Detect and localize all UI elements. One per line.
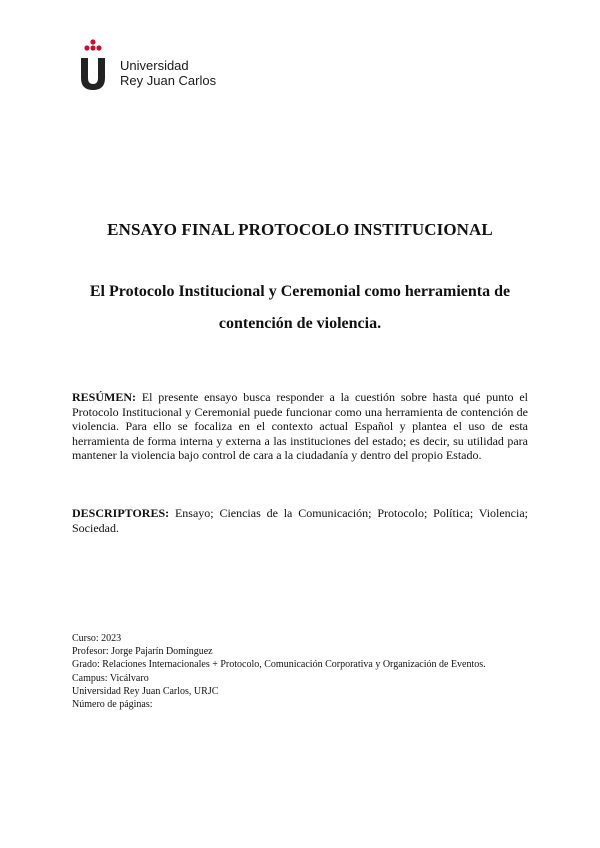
course-line: Curso: 2023 <box>72 633 122 644</box>
university-logo <box>78 38 278 94</box>
university-name-line-1: Universidad <box>120 58 189 73</box>
abstract-label: RESÚMEN: <box>72 390 137 404</box>
university-emblem-icon <box>78 38 108 94</box>
page-title: ENSAYO FINAL PROTOCOLO INSTITUCIONAL <box>107 220 493 239</box>
page-count-line: Número de páginas: <box>72 699 153 711</box>
essay-subtitle: El Protocolo Institucional y Ceremonial como herramienta de contención de violencia. <box>89 283 511 332</box>
descriptors-label: DESCRIPTORES: <box>72 506 170 520</box>
abstract-paragraph <box>72 390 528 463</box>
professor-line: Profesor: Jorge Pajarín Domínguez <box>72 646 213 658</box>
campus-line: Campus: Vicálvaro <box>72 672 149 684</box>
abstract-text: El presente ensayo busca responder a la cuestión sobre hasta qué punto el Protocolo Institucional y Ceremonial puede funcionar como una herramienta de contención de violencia. Para ello se focaliza en el contexto actual Español y plantea el uso de esta herramienta de forma interna y externa a las instituciones del estado; es decir, su utilidad para mantener la violencia bajo control de cara a la ciudadanía y dentro del propio Estado. <box>72 390 529 463</box>
university-name-line-2: Rey Juan Carlos <box>120 73 217 88</box>
course-info-block <box>72 632 528 711</box>
descriptors-text: Ensayo; Ciencias de la Comunicación; Protocolo; Política; Violencia; Sociedad. <box>72 506 529 535</box>
university-line: Universidad Rey Juan Carlos, URJC <box>72 685 219 697</box>
degree-line: Grado: Relaciones Internacionales + Protocolo, Comunicación Corporativa y Organización de Eventos. <box>72 659 486 671</box>
university-name <box>120 58 216 88</box>
descriptors-paragraph <box>72 506 528 535</box>
